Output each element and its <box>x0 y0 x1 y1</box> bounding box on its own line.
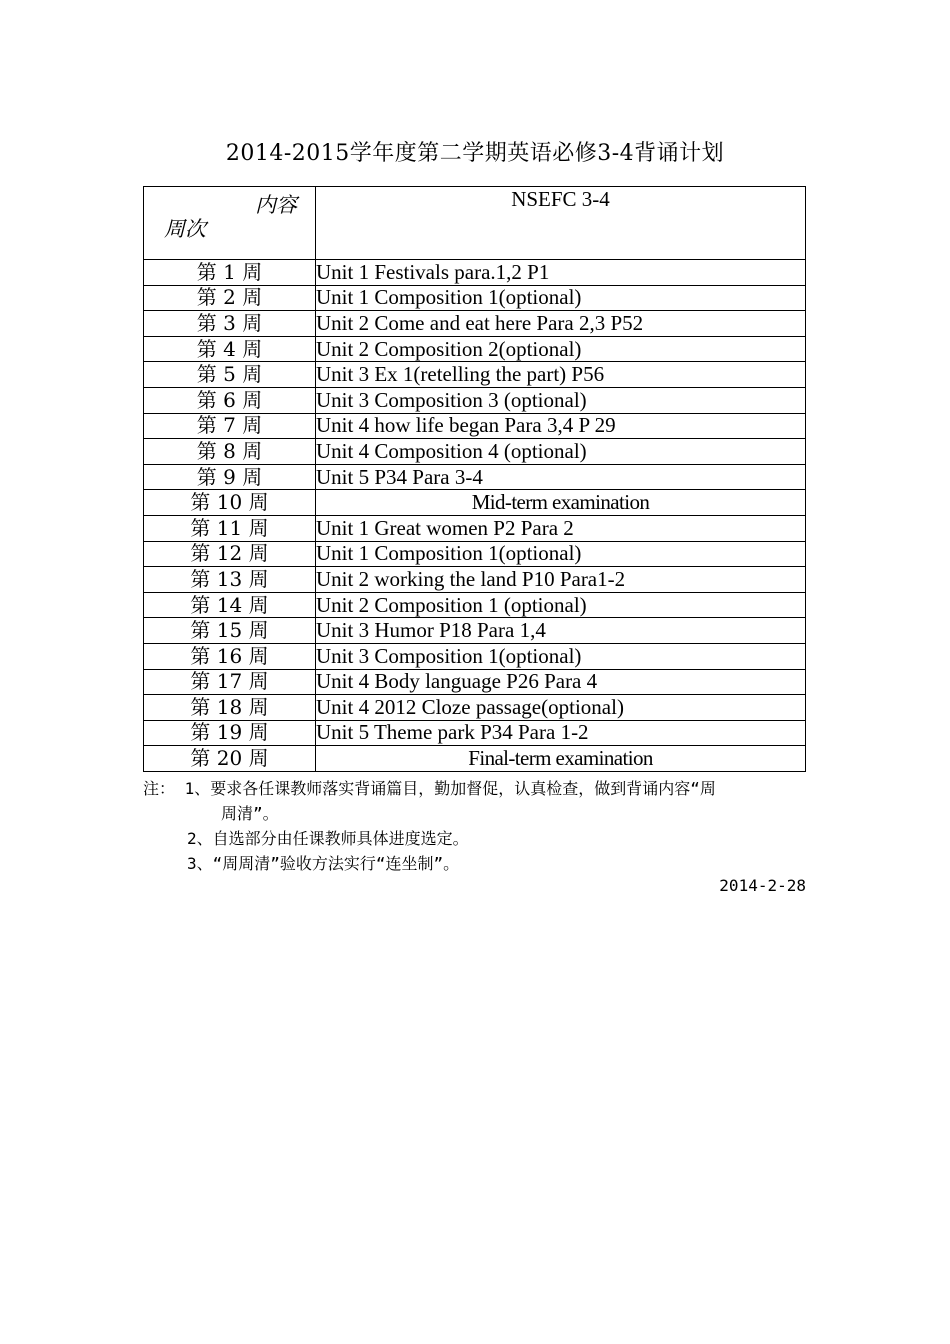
week-cell: 第 7 周 <box>144 413 316 439</box>
week-cell: 第 4 周 <box>144 336 316 362</box>
header-week-label: 周次 <box>164 217 206 241</box>
week-cell: 第 10 周 <box>144 490 316 516</box>
table-row <box>144 260 806 286</box>
content-cell: Unit 4 how life began Para 3,4 P 29 <box>316 413 806 439</box>
content-cell: Final-term examination <box>316 746 806 772</box>
note-1-continued: 周清”。 <box>221 804 279 823</box>
week-cell: 第 14 周 <box>144 592 316 618</box>
table-row <box>144 362 806 388</box>
content-cell: Unit 3 Ex 1(retelling the part) P56 <box>316 362 806 388</box>
week-cell: 第 17 周 <box>144 669 316 695</box>
table-row <box>144 746 806 772</box>
table-row <box>144 720 806 746</box>
content-cell: Unit 3 Composition 1(optional) <box>316 643 806 669</box>
table-row <box>144 490 806 516</box>
table-row <box>144 515 806 541</box>
week-cell: 第 13 周 <box>144 567 316 593</box>
table-row <box>144 464 806 490</box>
week-cell: 第 16 周 <box>144 643 316 669</box>
document-date: 2014-2-28 <box>719 876 806 895</box>
table-row <box>144 439 806 465</box>
week-cell: 第 3 周 <box>144 311 316 337</box>
header-unit-label: NSEFC 3-4 <box>316 187 806 260</box>
content-cell: Unit 4 Composition 4 (optional) <box>316 439 806 465</box>
content-cell: Unit 1 Composition 1(optional) <box>316 541 806 567</box>
content-cell: Unit 3 Humor P18 Para 1,4 <box>316 618 806 644</box>
week-cell: 第 9 周 <box>144 464 316 490</box>
content-cell: Unit 4 2012 Cloze passage(optional) <box>316 695 806 721</box>
week-cell: 第 2 周 <box>144 285 316 311</box>
table-row <box>144 387 806 413</box>
table-row <box>144 669 806 695</box>
week-cell: 第 8 周 <box>144 439 316 465</box>
plan-table-body <box>144 187 806 772</box>
header-diagonal-cell <box>144 187 316 260</box>
document-title: 2014-2015学年度第二学期英语必修3-4背诵计划 <box>225 141 725 166</box>
content-cell: Unit 1 Great women P2 Para 2 <box>316 515 806 541</box>
table-row <box>144 285 806 311</box>
table-row <box>144 618 806 644</box>
week-cell: 第 12 周 <box>144 541 316 567</box>
note-1: 注： 1、要求各任课教师落实背诵篇目，勤加督促，认真检查，做到背诵内容“周 <box>143 779 716 798</box>
week-cell: 第 5 周 <box>144 362 316 388</box>
table-row <box>144 541 806 567</box>
table-row <box>144 592 806 618</box>
notes-section <box>143 776 807 876</box>
content-cell: Unit 2 working the land P10 Para1-2 <box>316 567 806 593</box>
table-row <box>144 567 806 593</box>
content-cell: Unit 1 Festivals para.1,2 P1 <box>316 260 806 286</box>
week-cell: 第 1 周 <box>144 260 316 286</box>
content-cell: Unit 5 P34 Para 3-4 <box>316 464 806 490</box>
table-row <box>144 413 806 439</box>
week-cell: 第 6 周 <box>144 387 316 413</box>
table-header-row <box>144 187 806 260</box>
content-cell: Unit 2 Composition 2(optional) <box>316 336 806 362</box>
week-cell: 第 15 周 <box>144 618 316 644</box>
week-cell: 第 19 周 <box>144 720 316 746</box>
content-cell: Unit 5 Theme park P34 Para 1-2 <box>316 720 806 746</box>
header-content-label: 内容 <box>255 193 297 217</box>
note-2: 2、自选部分由任课教师具体进度选定。 <box>187 829 469 848</box>
content-cell: Unit 1 Composition 1(optional) <box>316 285 806 311</box>
table-row <box>144 643 806 669</box>
table-row <box>144 311 806 337</box>
note-3: 3、“周周清”验收方法实行“连坐制”。 <box>187 854 460 873</box>
week-cell: 第 18 周 <box>144 695 316 721</box>
content-cell: Unit 2 Composition 1 (optional) <box>316 592 806 618</box>
content-cell: Unit 4 Body language P26 Para 4 <box>316 669 806 695</box>
recitation-plan-table <box>143 186 806 772</box>
table-row <box>144 336 806 362</box>
week-cell: 第 20 周 <box>144 746 316 772</box>
content-cell: Mid-term examination <box>316 490 806 516</box>
table-row <box>144 695 806 721</box>
week-cell: 第 11 周 <box>144 515 316 541</box>
content-cell: Unit 2 Come and eat here Para 2,3 P52 <box>316 311 806 337</box>
content-cell: Unit 3 Composition 3 (optional) <box>316 387 806 413</box>
